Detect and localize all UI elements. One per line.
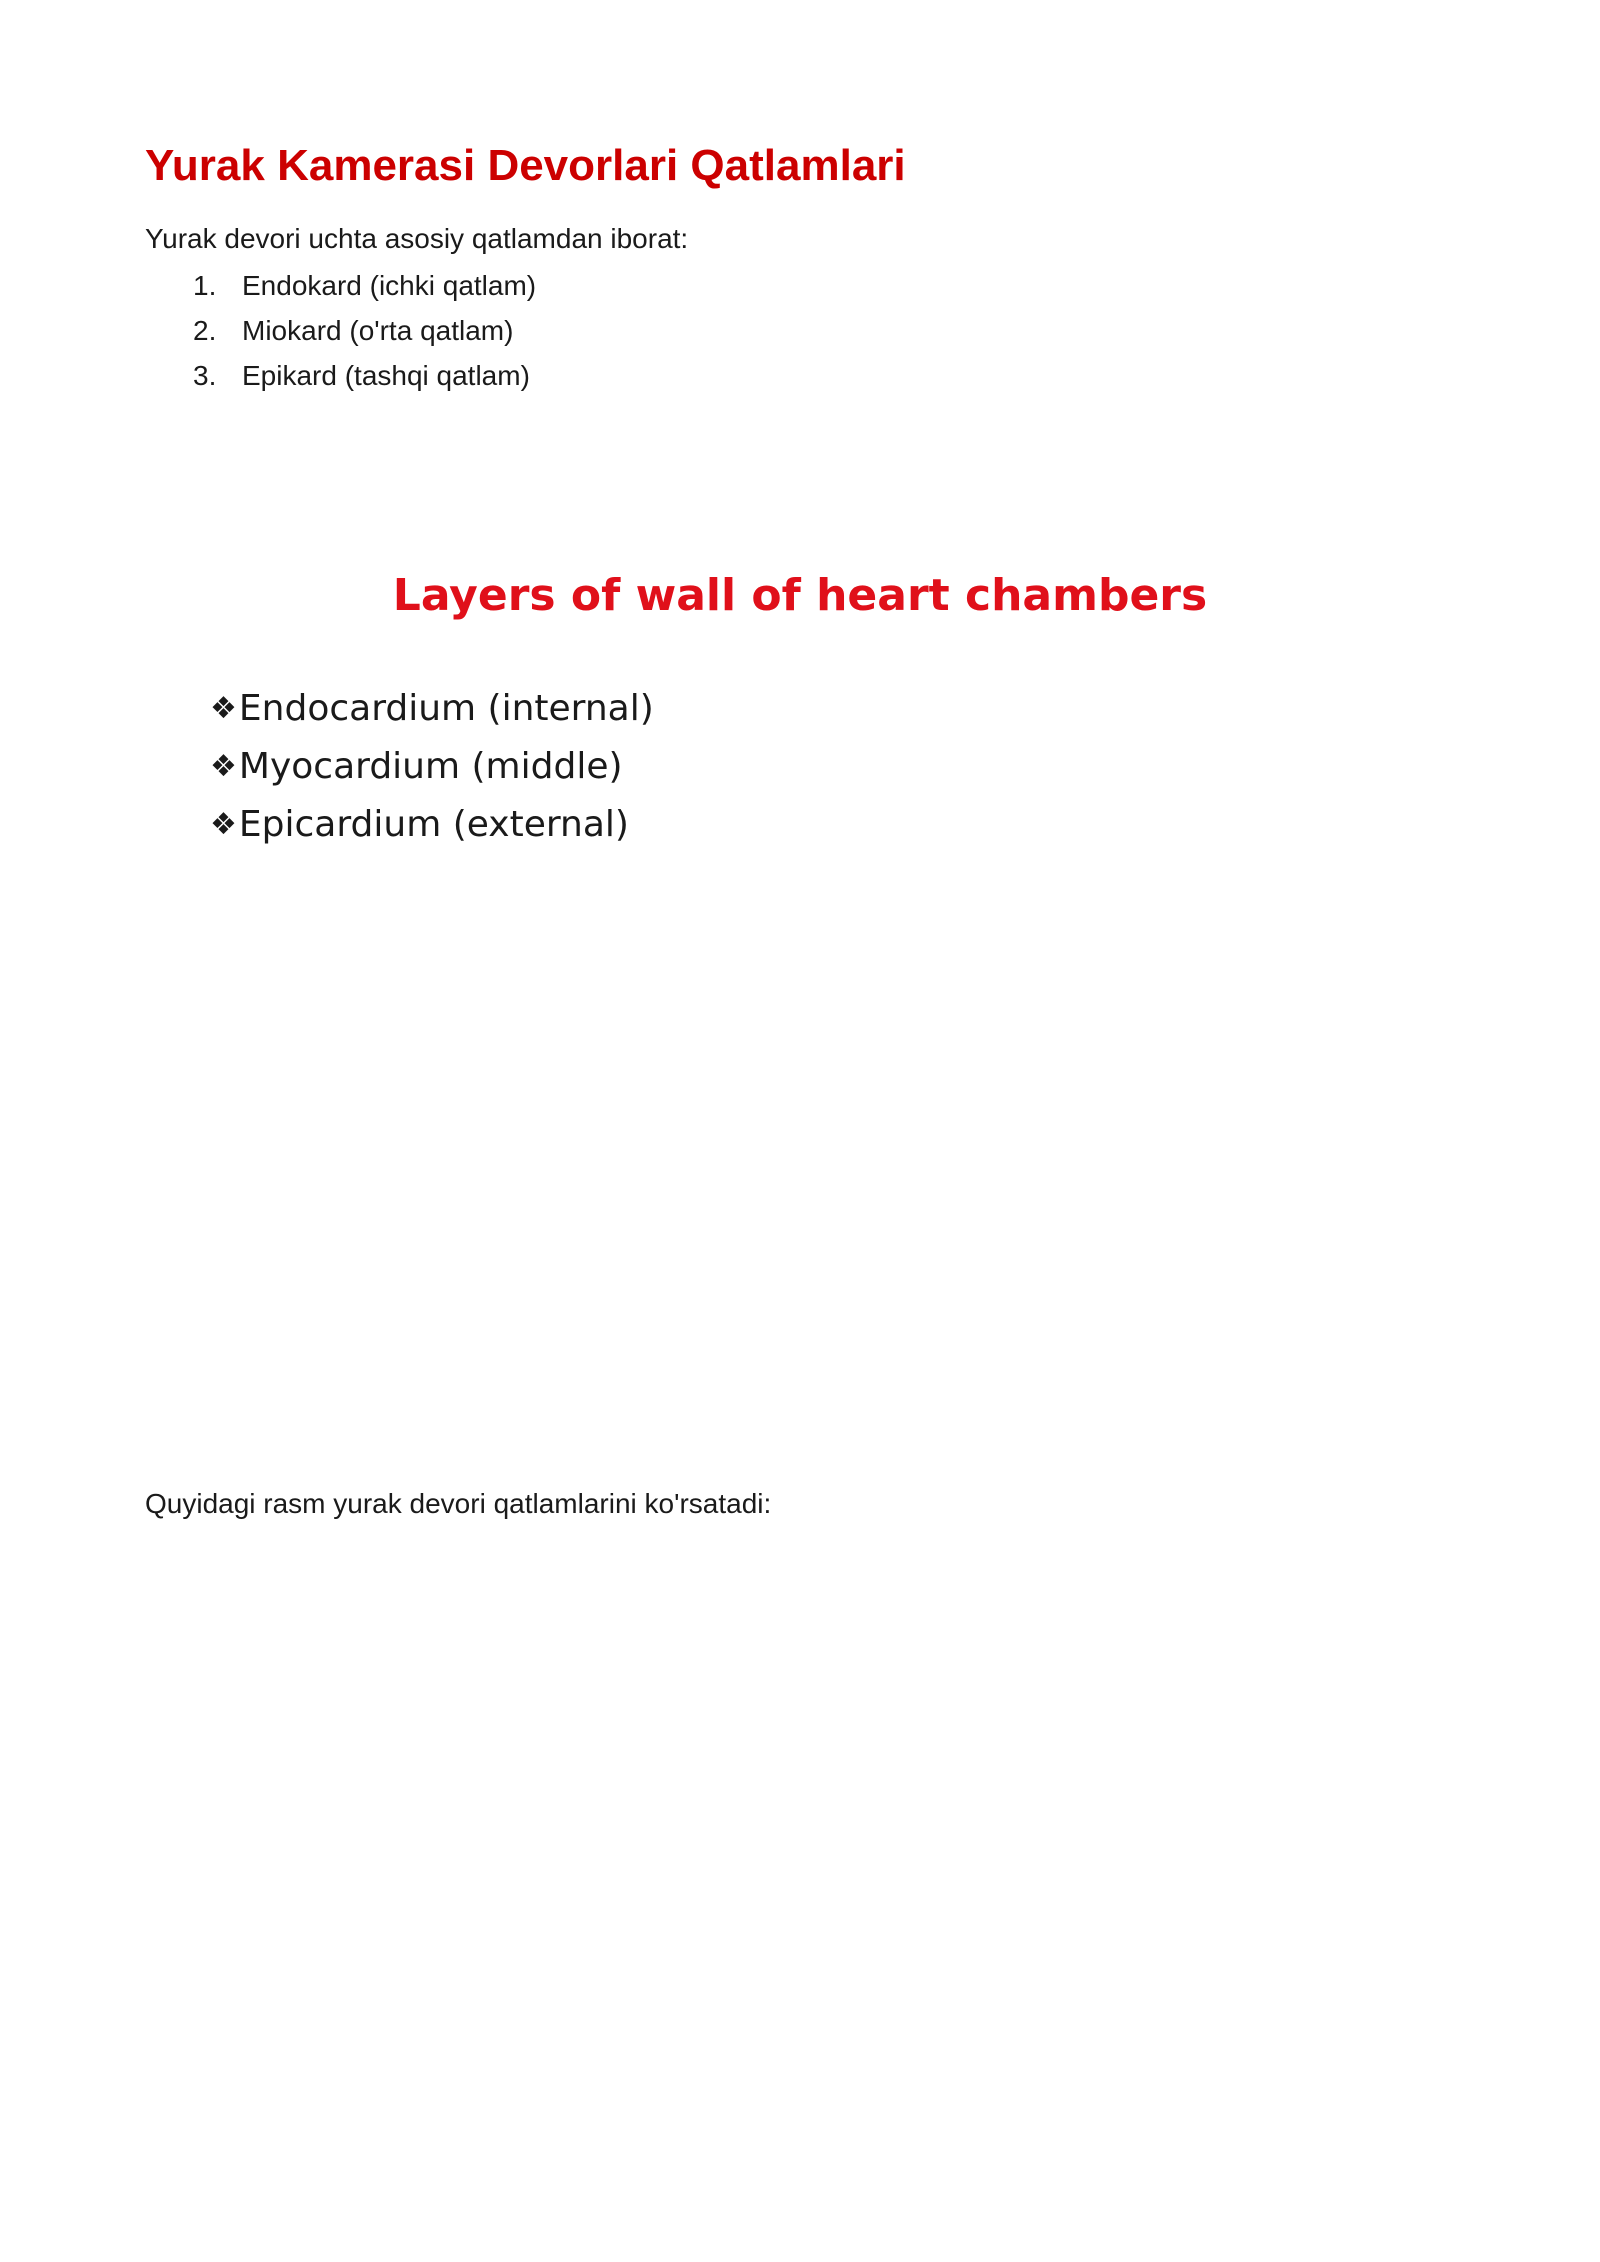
slide-bullet-text: Endocardium (internal) [238, 688, 654, 729]
slide-bullet-item [210, 796, 654, 854]
embedded-slide-image [145, 540, 1455, 1460]
list-item-number: 2. [193, 315, 217, 346]
list-item-number: 3. [193, 360, 217, 391]
slide-title: Layers of wall of heart chambers [392, 570, 1208, 621]
list-item-text: Miokard (o'rta qatlam) [242, 315, 514, 346]
slide-bullet-item [210, 738, 654, 796]
list-item-text: Epikard (tashqi qatlam) [242, 360, 530, 391]
four-diamond-bullet-icon: ❖ [210, 749, 237, 784]
four-diamond-bullet-icon: ❖ [210, 691, 237, 726]
document-title: Yurak Kamerasi Devorlari Qatlamlari [145, 141, 906, 190]
slide-bullet-text: Myocardium (middle) [238, 746, 623, 787]
slide-bullet-text: Epicardium (external) [238, 804, 629, 845]
list-item-text: Endokard (ichki qatlam) [242, 270, 537, 301]
slide-bullet-item [210, 680, 654, 738]
four-diamond-bullet-icon: ❖ [210, 807, 237, 842]
list-item-number: 1. [193, 270, 217, 301]
intro-paragraph: Yurak devori uchta asosiy qatlamdan iborat: [145, 223, 689, 254]
closing-paragraph: Quyidagi rasm yurak devori qatlamlarini ko'rsatadi: [145, 1488, 772, 1519]
slide-bullet-list [210, 680, 654, 854]
